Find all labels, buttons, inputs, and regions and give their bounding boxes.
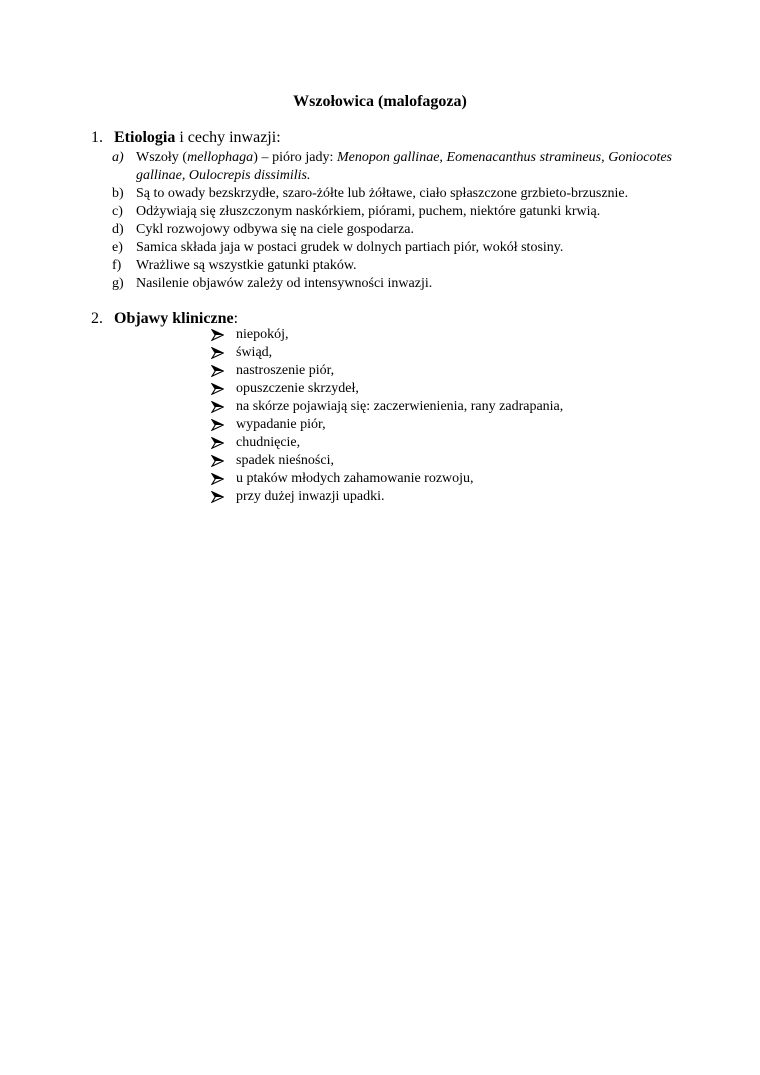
list-item-text: Odżywiają się złuszczonym naskórkiem, piórami, puchem, niektóre gatunki krwią. xyxy=(136,204,601,219)
list-marker: f) xyxy=(112,258,122,273)
bullet-text: niepokój, xyxy=(236,327,289,342)
list-item-text: Cykl rozwojowy odbywa się na ciele gospodarza. xyxy=(136,222,414,237)
bullet-item xyxy=(211,470,563,488)
bullet-item xyxy=(211,416,563,434)
list-item xyxy=(112,149,672,185)
list-item xyxy=(112,203,672,221)
arrowhead-bullet-icon xyxy=(211,383,224,395)
list-marker: e) xyxy=(112,240,123,255)
clinical-signs-list xyxy=(211,326,563,506)
list-item xyxy=(112,275,672,293)
bullet-item xyxy=(211,326,563,344)
list-item-text: Wrażliwe są wszystkie gatunki ptaków. xyxy=(136,258,357,273)
bullet-item xyxy=(211,434,563,452)
arrowhead-bullet-icon xyxy=(211,401,224,413)
bullet-text: przy dużej inwazji upadki. xyxy=(236,489,385,504)
bullet-text: u ptaków młodych zahamowanie rozwoju, xyxy=(236,471,474,486)
list-item xyxy=(112,239,672,257)
list-item xyxy=(112,185,672,203)
italic-text-part: mellophaga xyxy=(187,150,254,165)
list-item xyxy=(112,221,672,239)
bullet-text: na skórze pojawiają się: zaczerwienienia, rany zadrapania, xyxy=(236,399,564,414)
bullet-item xyxy=(211,488,563,506)
section-heading-etiology xyxy=(91,128,281,148)
arrowhead-bullet-icon xyxy=(211,473,224,485)
list-marker: b) xyxy=(112,186,124,201)
list-item-text: Samica składa jaja w postaci grudek w dolnych partiach piór, wokół stosiny. xyxy=(136,240,564,255)
bullet-text: opuszczenie skrzydeł, xyxy=(236,381,359,396)
section-heading-bold: Etiologia xyxy=(114,129,176,146)
text-part: Wszoły ( xyxy=(136,150,188,165)
bullet-item xyxy=(211,452,563,470)
bullet-item xyxy=(211,344,563,362)
list-marker: a) xyxy=(112,150,124,165)
arrowhead-bullet-icon xyxy=(211,455,224,467)
arrowhead-bullet-icon xyxy=(211,491,224,503)
document-title: Wszołowica (malofagoza) xyxy=(293,93,467,110)
section-heading-bold: Objawy kliniczne xyxy=(114,310,234,327)
text-part: ) – pióro jady: xyxy=(253,150,337,165)
arrowhead-bullet-icon xyxy=(211,329,224,341)
bullet-text: nastroszenie piór, xyxy=(236,363,335,378)
section-number: 1. xyxy=(91,129,103,146)
section-heading-rest: i cechy inwazji: xyxy=(175,129,281,146)
bullet-text: chudnięcie, xyxy=(236,435,301,450)
bullet-item xyxy=(211,380,563,398)
bullet-text: spadek nieśności, xyxy=(236,453,334,468)
arrowhead-bullet-icon xyxy=(211,437,224,449)
italic-text-part: Menopon gallinae, Eomenacanthus stramineus, Goniocotes gallinae, Oulocrepis dissimilis. xyxy=(136,150,672,183)
list-marker: g) xyxy=(112,276,124,291)
list-marker: c) xyxy=(112,204,123,219)
section-number: 2. xyxy=(91,310,103,327)
arrowhead-bullet-icon xyxy=(211,419,224,431)
list-marker: d) xyxy=(112,222,124,237)
section-heading-rest: : xyxy=(233,310,239,327)
bullet-item xyxy=(211,398,563,416)
bullet-text: świąd, xyxy=(236,345,273,360)
arrowhead-bullet-icon xyxy=(211,365,224,377)
bullet-item xyxy=(211,362,563,380)
list-item-text xyxy=(136,149,672,185)
list-item-text: Są to owady bezskrzydłe, szaro-żółte lub żółtawe, ciało spłaszczone grzbieto-brzusznie. xyxy=(136,186,629,201)
etiology-list xyxy=(112,149,672,293)
list-item-text: Nasilenie objawów zależy od intensywności inwazji. xyxy=(136,276,433,291)
bullet-text: wypadanie piór, xyxy=(236,417,326,432)
arrowhead-bullet-icon xyxy=(211,347,224,359)
list-item xyxy=(112,257,672,275)
